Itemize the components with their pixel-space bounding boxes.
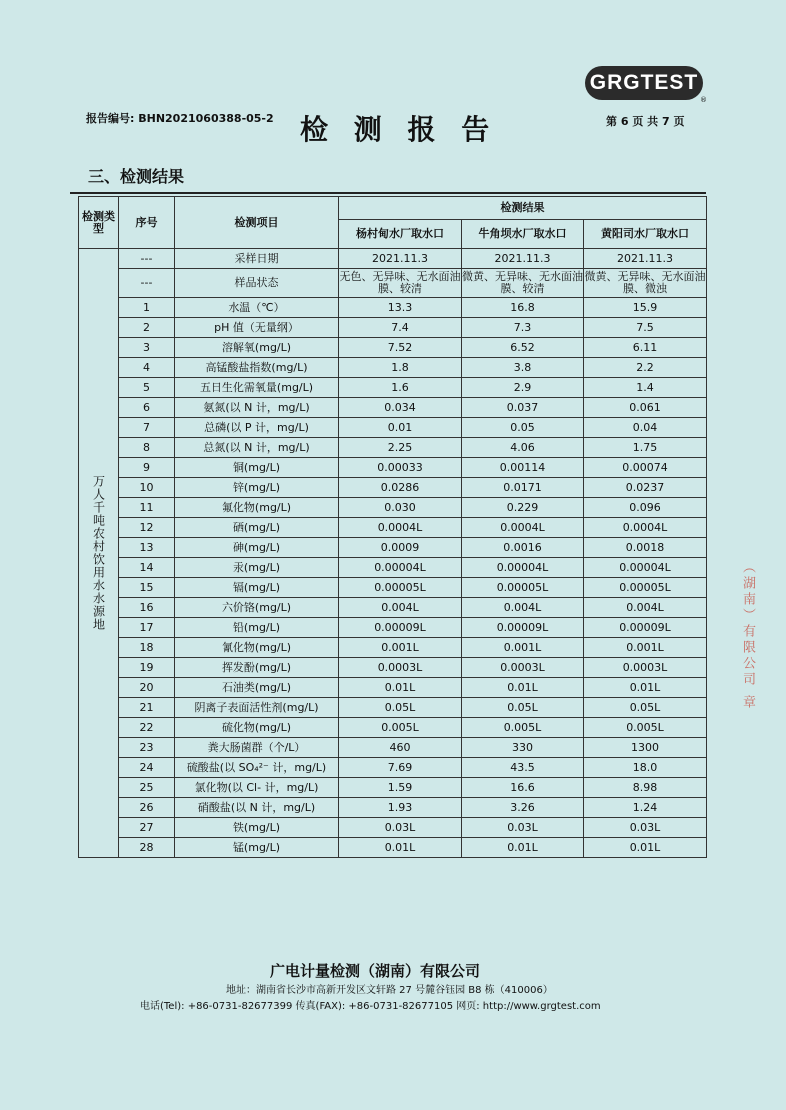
row-number: --- <box>119 249 175 269</box>
site3-value: 0.0237 <box>584 478 707 498</box>
table-row <box>79 838 707 858</box>
item-name: 总氮(以 N 计，mg/L) <box>175 438 339 458</box>
site1-value: 7.52 <box>339 338 462 358</box>
site2-value: 0.229 <box>462 498 584 518</box>
table-row <box>79 358 707 378</box>
row-number: 25 <box>119 778 175 798</box>
table-row <box>79 498 707 518</box>
site2-value: 16.6 <box>462 778 584 798</box>
item-name: 硫化物(mg/L) <box>175 718 339 738</box>
item-name: 总磷(以 P 计，mg/L) <box>175 418 339 438</box>
row-number: --- <box>119 269 175 298</box>
table-row <box>79 578 707 598</box>
site3-value: 0.01L <box>584 678 707 698</box>
row-number: 24 <box>119 758 175 778</box>
row-number: 5 <box>119 378 175 398</box>
site2-value: 0.0016 <box>462 538 584 558</box>
site3-value: 0.005L <box>584 718 707 738</box>
site2-value: 0.00114 <box>462 458 584 478</box>
table-row <box>79 818 707 838</box>
table-row <box>79 618 707 638</box>
site3-value: 0.00005L <box>584 578 707 598</box>
site1-value: 0.00009L <box>339 618 462 638</box>
site1-value: 0.03L <box>339 818 462 838</box>
site2-value: 6.52 <box>462 338 584 358</box>
site3-value: 1.75 <box>584 438 707 458</box>
site3-value: 0.0018 <box>584 538 707 558</box>
category-cell: 万人千吨农村饮用水水源地 <box>79 249 119 858</box>
site2-value: 0.037 <box>462 398 584 418</box>
table-row <box>79 458 707 478</box>
item-name: 氟化物(mg/L) <box>175 498 339 518</box>
row-number: 10 <box>119 478 175 498</box>
site1-value: 0.00033 <box>339 458 462 478</box>
row-number: 6 <box>119 398 175 418</box>
site1-value: 无色、无异味、无水面油膜、较清 <box>339 269 462 298</box>
item-name: 氯化物(以 Cl- 计，mg/L) <box>175 778 339 798</box>
site1-value: 0.0003L <box>339 658 462 678</box>
row-number: 8 <box>119 438 175 458</box>
row-number: 16 <box>119 598 175 618</box>
site1-value: 0.004L <box>339 598 462 618</box>
site3-value: 15.9 <box>584 298 707 318</box>
row-number: 20 <box>119 678 175 698</box>
site3-value: 0.004L <box>584 598 707 618</box>
site3-value: 0.01L <box>584 838 707 858</box>
document-title: 检 测 报 告 <box>300 113 498 146</box>
site3-value: 8.98 <box>584 778 707 798</box>
site1-value: 1.6 <box>339 378 462 398</box>
item-name: 硒(mg/L) <box>175 518 339 538</box>
row-number: 19 <box>119 658 175 678</box>
site2-value: 0.01L <box>462 678 584 698</box>
site2-value: 0.0171 <box>462 478 584 498</box>
table-row <box>79 538 707 558</box>
item-name: 镉(mg/L) <box>175 578 339 598</box>
table-body <box>79 249 707 858</box>
header-item: 检测项目 <box>175 197 339 249</box>
row-number: 22 <box>119 718 175 738</box>
table-row <box>79 738 707 758</box>
item-name: 氰化物(mg/L) <box>175 638 339 658</box>
row-number: 9 <box>119 458 175 478</box>
registered-mark: ® <box>700 96 707 104</box>
site2-value: 0.05 <box>462 418 584 438</box>
header-site: 黄阳司水厂取水口 <box>584 220 707 249</box>
site2-value: 0.00005L <box>462 578 584 598</box>
site3-value: 2.2 <box>584 358 707 378</box>
site1-value: 0.01L <box>339 838 462 858</box>
table-row <box>79 298 707 318</box>
row-number: 18 <box>119 638 175 658</box>
table-row <box>79 249 707 269</box>
table-row <box>79 698 707 718</box>
table-row <box>79 398 707 418</box>
item-name: 锌(mg/L) <box>175 478 339 498</box>
table-row <box>79 778 707 798</box>
page-number: 第 6 页 共 7 页 <box>606 115 685 128</box>
site2-value: 微黄、无异味、无水面油膜、较清 <box>462 269 584 298</box>
item-name: 硝酸盐(以 N 计，mg/L) <box>175 798 339 818</box>
row-number: 23 <box>119 738 175 758</box>
site1-value: 7.4 <box>339 318 462 338</box>
site1-value: 0.05L <box>339 698 462 718</box>
table-row <box>79 378 707 398</box>
site1-value: 1.8 <box>339 358 462 378</box>
site1-value: 0.005L <box>339 718 462 738</box>
site3-value: 7.5 <box>584 318 707 338</box>
company-logo: GRGTEST <box>585 66 703 100</box>
row-number: 12 <box>119 518 175 538</box>
table-row <box>79 438 707 458</box>
table-row <box>79 638 707 658</box>
site2-value: 3.8 <box>462 358 584 378</box>
company-stamp: （湖南）有限公司 章 <box>740 560 755 712</box>
table-row <box>79 478 707 498</box>
item-name: 阴离子表面活性剂(mg/L) <box>175 698 339 718</box>
site1-value: 2.25 <box>339 438 462 458</box>
row-number: 14 <box>119 558 175 578</box>
section-title: 三、检测结果 <box>88 167 185 186</box>
row-number: 17 <box>119 618 175 638</box>
site2-value: 330 <box>462 738 584 758</box>
header-no: 序号 <box>119 197 175 249</box>
results-table <box>78 196 707 858</box>
site1-value: 0.0286 <box>339 478 462 498</box>
item-name: 样品状态 <box>175 269 339 298</box>
item-name: 石油类(mg/L) <box>175 678 339 698</box>
header-results: 检测结果 <box>339 197 707 220</box>
item-name: 硫酸盐(以 SO₄²⁻ 计，mg/L) <box>175 758 339 778</box>
table-row <box>79 678 707 698</box>
site2-value: 2021.11.3 <box>462 249 584 269</box>
item-name: 铜(mg/L) <box>175 458 339 478</box>
table-row <box>79 269 707 298</box>
site1-value: 0.030 <box>339 498 462 518</box>
row-number: 1 <box>119 298 175 318</box>
site2-value: 0.001L <box>462 638 584 658</box>
footer-address: 地址：湖南省长沙市高新开发区文轩路 27 号麓谷钰园 B8 栋（410006） <box>226 985 553 996</box>
row-number: 26 <box>119 798 175 818</box>
site3-value: 0.00004L <box>584 558 707 578</box>
site3-value: 0.0003L <box>584 658 707 678</box>
site3-value: 0.096 <box>584 498 707 518</box>
item-name: 汞(mg/L) <box>175 558 339 578</box>
site1-value: 2021.11.3 <box>339 249 462 269</box>
site3-value: 1.24 <box>584 798 707 818</box>
site3-value: 2021.11.3 <box>584 249 707 269</box>
site3-value: 0.05L <box>584 698 707 718</box>
site3-value: 0.00074 <box>584 458 707 478</box>
site2-value: 3.26 <box>462 798 584 818</box>
row-number: 27 <box>119 818 175 838</box>
item-name: pH 值（无量纲） <box>175 318 339 338</box>
site1-value: 0.0004L <box>339 518 462 538</box>
site1-value: 1.93 <box>339 798 462 818</box>
site1-value: 7.69 <box>339 758 462 778</box>
site3-value: 0.00009L <box>584 618 707 638</box>
site1-value: 0.01L <box>339 678 462 698</box>
site2-value: 0.0003L <box>462 658 584 678</box>
table-row <box>79 518 707 538</box>
table-row <box>79 318 707 338</box>
row-number: 3 <box>119 338 175 358</box>
row-number: 13 <box>119 538 175 558</box>
item-name: 锰(mg/L) <box>175 838 339 858</box>
item-name: 砷(mg/L) <box>175 538 339 558</box>
item-name: 高锰酸盐指数(mg/L) <box>175 358 339 378</box>
site1-value: 0.00005L <box>339 578 462 598</box>
site3-value: 0.03L <box>584 818 707 838</box>
site3-value: 0.04 <box>584 418 707 438</box>
table-row <box>79 558 707 578</box>
site2-value: 0.01L <box>462 838 584 858</box>
site2-value: 0.004L <box>462 598 584 618</box>
site2-value: 0.05L <box>462 698 584 718</box>
item-name: 六价铬(mg/L) <box>175 598 339 618</box>
site3-value: 0.001L <box>584 638 707 658</box>
site1-value: 0.001L <box>339 638 462 658</box>
table-row <box>79 598 707 618</box>
table-row <box>79 418 707 438</box>
item-name: 氨氮(以 N 计，mg/L) <box>175 398 339 418</box>
header-category: 检测类型 <box>79 197 119 249</box>
row-number: 28 <box>119 838 175 858</box>
site2-value: 0.005L <box>462 718 584 738</box>
site1-value: 0.034 <box>339 398 462 418</box>
site2-value: 0.00009L <box>462 618 584 638</box>
site1-value: 0.01 <box>339 418 462 438</box>
site3-value: 6.11 <box>584 338 707 358</box>
item-name: 溶解氧(mg/L) <box>175 338 339 358</box>
item-name: 挥发酚(mg/L) <box>175 658 339 678</box>
site2-value: 0.0004L <box>462 518 584 538</box>
section-divider <box>70 192 706 194</box>
header-site: 杨村甸水厂取水口 <box>339 220 462 249</box>
site3-value: 1300 <box>584 738 707 758</box>
site3-value: 0.061 <box>584 398 707 418</box>
footer-contact: 电话(Tel): +86-0731-82677399 传真(FAX): +86-0731-82677105 网页: http://www.grgtest.com <box>140 1001 601 1012</box>
item-name: 水温（℃） <box>175 298 339 318</box>
site2-value: 4.06 <box>462 438 584 458</box>
row-number: 7 <box>119 418 175 438</box>
site1-value: 460 <box>339 738 462 758</box>
item-name: 五日生化需氧量(mg/L) <box>175 378 339 398</box>
header-site: 牛角坝水厂取水口 <box>462 220 584 249</box>
site3-value: 微黄、无异味、无水面油膜、微浊 <box>584 269 707 298</box>
row-number: 15 <box>119 578 175 598</box>
table-row <box>79 338 707 358</box>
site2-value: 0.00004L <box>462 558 584 578</box>
site1-value: 0.0009 <box>339 538 462 558</box>
row-number: 11 <box>119 498 175 518</box>
row-number: 4 <box>119 358 175 378</box>
site2-value: 16.8 <box>462 298 584 318</box>
table-row <box>79 718 707 738</box>
footer-company: 广电计量检测（湖南）有限公司 <box>270 962 481 980</box>
site2-value: 7.3 <box>462 318 584 338</box>
site2-value: 2.9 <box>462 378 584 398</box>
table-row <box>79 798 707 818</box>
row-number: 21 <box>119 698 175 718</box>
report-number: 报告编号: BHN2021060388-05-2 <box>86 112 274 125</box>
site3-value: 1.4 <box>584 378 707 398</box>
site3-value: 18.0 <box>584 758 707 778</box>
item-name: 采样日期 <box>175 249 339 269</box>
row-number: 2 <box>119 318 175 338</box>
site2-value: 0.03L <box>462 818 584 838</box>
site2-value: 43.5 <box>462 758 584 778</box>
table-row <box>79 658 707 678</box>
site3-value: 0.0004L <box>584 518 707 538</box>
site1-value: 0.00004L <box>339 558 462 578</box>
site1-value: 13.3 <box>339 298 462 318</box>
item-name: 粪大肠菌群（个/L） <box>175 738 339 758</box>
item-name: 铅(mg/L) <box>175 618 339 638</box>
site1-value: 1.59 <box>339 778 462 798</box>
table-row <box>79 758 707 778</box>
item-name: 铁(mg/L) <box>175 818 339 838</box>
